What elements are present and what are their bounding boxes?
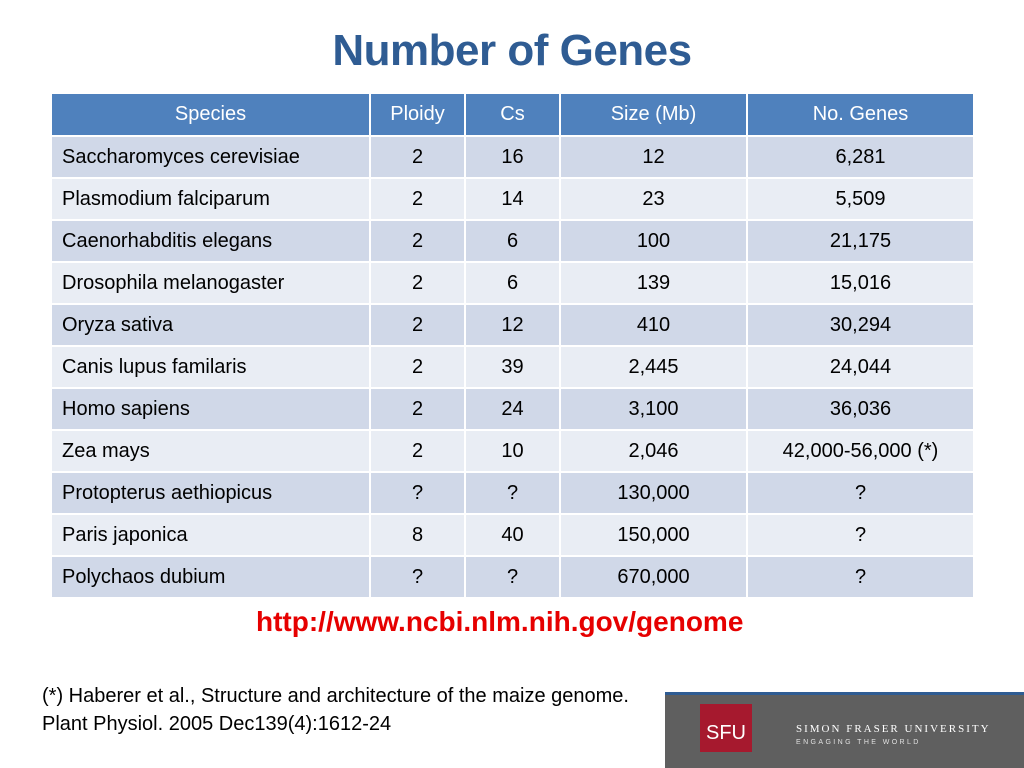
cell-species: Protopterus aethiopicus — [52, 472, 370, 514]
cell-num-genes: 42,000-56,000 (*) — [747, 430, 973, 472]
cell-cs: 10 — [465, 430, 560, 472]
table-row — [52, 556, 973, 597]
cell-cs: ? — [465, 472, 560, 514]
cell-size-mb: 139 — [560, 262, 747, 304]
cell-ploidy: 2 — [370, 178, 465, 220]
cell-ploidy: 2 — [370, 262, 465, 304]
cell-size-mb: 2,046 — [560, 430, 747, 472]
cell-ploidy: 2 — [370, 430, 465, 472]
column-header-size: Size (Mb) — [560, 94, 747, 136]
cell-species: Oryza sativa — [52, 304, 370, 346]
cell-num-genes: 6,281 — [747, 136, 973, 178]
cell-ploidy: 2 — [370, 304, 465, 346]
cell-species: Drosophila melanogaster — [52, 262, 370, 304]
citation-footnote: (*) Haberer et al., Structure and architecture of the maize genome. Plant Physiol. 2005 Dec139(4):1612-24 — [42, 685, 629, 735]
table-row — [52, 136, 973, 178]
cell-num-genes: 21,175 — [747, 220, 973, 262]
sfu-logo-mark: SFU — [700, 704, 752, 752]
university-name: SIMON FRASER UNIVERSITY — [796, 723, 991, 735]
cell-size-mb: 150,000 — [560, 514, 747, 556]
sfu-logo-bar — [665, 692, 1024, 768]
cell-num-genes: 30,294 — [747, 304, 973, 346]
cell-num-genes: ? — [747, 514, 973, 556]
column-header-species: Species — [52, 94, 370, 136]
column-header-cs: Cs — [465, 94, 560, 136]
cell-species: Zea mays — [52, 430, 370, 472]
cell-cs: 12 — [465, 304, 560, 346]
cell-species: Canis lupus familaris — [52, 346, 370, 388]
cell-num-genes: ? — [747, 556, 973, 597]
cell-size-mb: 130,000 — [560, 472, 747, 514]
table-row — [52, 262, 973, 304]
cell-species: Plasmodium falciparum — [52, 178, 370, 220]
cell-size-mb: 100 — [560, 220, 747, 262]
cell-species: Caenorhabditis elegans — [52, 220, 370, 262]
column-header-ploidy: Ploidy — [370, 94, 465, 136]
table-row — [52, 388, 973, 430]
cell-num-genes: 36,036 — [747, 388, 973, 430]
cell-cs: 39 — [465, 346, 560, 388]
cell-ploidy: 2 — [370, 220, 465, 262]
page-title: Number of Genes — [332, 26, 692, 75]
university-tagline: ENGAGING THE WORLD — [796, 739, 921, 746]
cell-size-mb: 23 — [560, 178, 747, 220]
column-header-genes: No. Genes — [747, 94, 973, 136]
table-row — [52, 304, 973, 346]
cell-num-genes: 24,044 — [747, 346, 973, 388]
table-row — [52, 472, 973, 514]
cell-species: Polychaos dubium — [52, 556, 370, 597]
cell-ploidy: ? — [370, 556, 465, 597]
cell-size-mb: 2,445 — [560, 346, 747, 388]
cell-size-mb: 410 — [560, 304, 747, 346]
table-header-row — [52, 94, 973, 136]
cell-ploidy: ? — [370, 472, 465, 514]
cell-ploidy: 2 — [370, 346, 465, 388]
cell-cs: 16 — [465, 136, 560, 178]
cell-size-mb: 670,000 — [560, 556, 747, 597]
cell-ploidy: 2 — [370, 136, 465, 178]
cell-num-genes: 5,509 — [747, 178, 973, 220]
cell-num-genes: ? — [747, 472, 973, 514]
cell-cs: 6 — [465, 262, 560, 304]
ncbi-genome-link[interactable]: http://www.ncbi.nlm.nih.gov/genome — [256, 606, 744, 637]
table-row — [52, 178, 973, 220]
cell-cs: 14 — [465, 178, 560, 220]
cell-species: Saccharomyces cerevisiae — [52, 136, 370, 178]
cell-cs: 24 — [465, 388, 560, 430]
cell-cs: ? — [465, 556, 560, 597]
table-row — [52, 514, 973, 556]
cell-ploidy: 2 — [370, 388, 465, 430]
cell-num-genes: 15,016 — [747, 262, 973, 304]
table-row — [52, 220, 973, 262]
genes-table — [52, 94, 973, 597]
cell-cs: 40 — [465, 514, 560, 556]
table-row — [52, 346, 973, 388]
cell-ploidy: 8 — [370, 514, 465, 556]
cell-size-mb: 12 — [560, 136, 747, 178]
cell-species: Homo sapiens — [52, 388, 370, 430]
cell-size-mb: 3,100 — [560, 388, 747, 430]
table-row — [52, 430, 973, 472]
cell-species: Paris japonica — [52, 514, 370, 556]
cell-cs: 6 — [465, 220, 560, 262]
